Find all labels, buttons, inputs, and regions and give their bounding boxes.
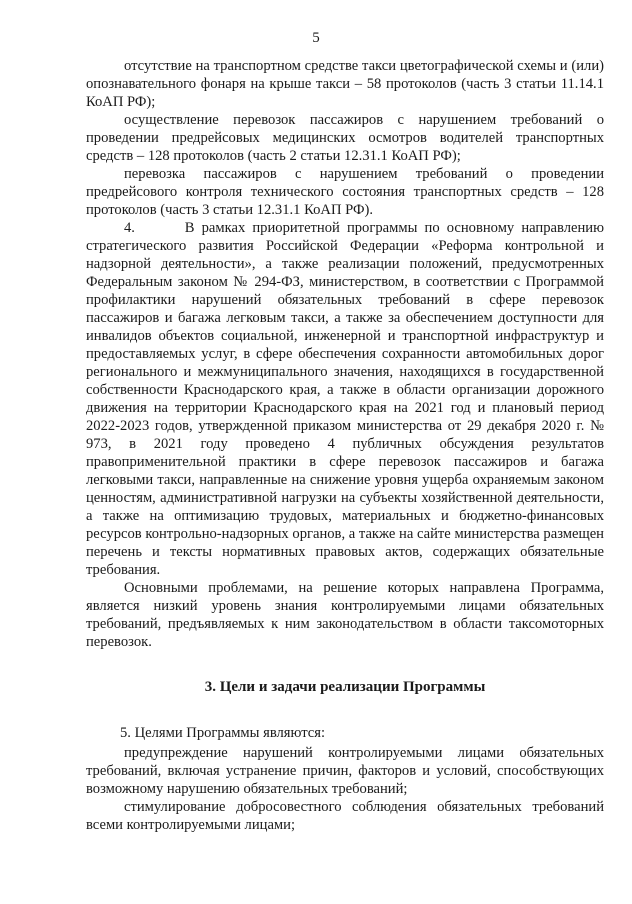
paragraph-technical-control: перевозка пассажиров с нарушением требований о проведении предрейсового контроля технического состояния транспортных средств – 128 протоколов (часть 3 статьи 12.31.1 КоАП РФ). <box>86 166 604 218</box>
paragraph-medical-checks: осуществление перевозок пассажиров с нарушением требований о проведении предрейсовых медицинских осмотров водителей транспортных средств – 128 протоколов (часть 2 статьи 12.31.1 КоАП РФ); <box>86 112 604 164</box>
page-number: 5 <box>312 30 320 46</box>
goal-item-stimulation: стимулирование добросовестного соблюдения обязательных требований всеми контролируемыми лицами; <box>86 799 604 833</box>
section-heading-goals: 3. Цели и задачи реализации Программы <box>204 679 486 695</box>
section-goals-body <box>86 724 604 834</box>
paragraph-main-problems: Основными проблемами, на решение которых направлена Программа, является низкий уровень знания контролируемыми лицами обязательных требований, предъявляемых к ним законодательством в области таксомоторных перевозок. <box>86 580 604 650</box>
document-body <box>86 57 604 651</box>
goals-intro: 5. Целями Программы являются: <box>120 725 326 741</box>
goal-item-prevention: предупреждение нарушений контролируемыми лицами обязательных требований, включая устранение причин, факторов и условий, способствующих возможному нарушению обязательных требований; <box>86 745 604 797</box>
paragraph-4-priority-program: 4. В рамках приоритетной программы по основному направлению стратегического развития Российской Федерации «Реформа контрольной и надзорной деятельности», а также реализации положений, предусмотренных Федеральным законом № 294-ФЗ, министерством, в соответствии с Программой профилактики нарушений обязательных требований в сфере перевозок пассажиров и багажа легковым такси, а также за обеспечением доступности для инвалидов объектов социальной, инженерной и транспортной инфраструктур и предоставляемых услуг, в сфере обеспечения сохранности автомобильных дорог регионального и межмуниципального значения, находящихся в государственной собственности Краснодарского края, а также в области организации дорожного движения на территории Краснодарского края на 2021 год и плановый период 2022-2023 годов, утвержденной приказом министерства от 29 декабря 2020 г. № 973, в 2021 году проведено 4 публичных обсуждения результатов правоприменительной практики в сфере перевозок пассажиров и багажа легковыми такси, направленные на снижение уровня ущерба охраняемым законом ценностям, административной нагрузки на субъекты хозяйственной деятельности, а также на оптимизацию трудовых, материальных и бюджетно-финансовых ресурсов контрольно-надзорных органов, а также на сайте министерства размещен перечень и тексты нормативных правовых актов, содержащих обязательные требования. <box>86 220 604 578</box>
paragraph-color-scheme: отсутствие на транспортном средстве такси цветографической схемы и (или) опознавательного фонаря на крыше такси – 58 протоколов (часть 3 статьи 11.14.1 КоАП РФ); <box>86 58 604 110</box>
